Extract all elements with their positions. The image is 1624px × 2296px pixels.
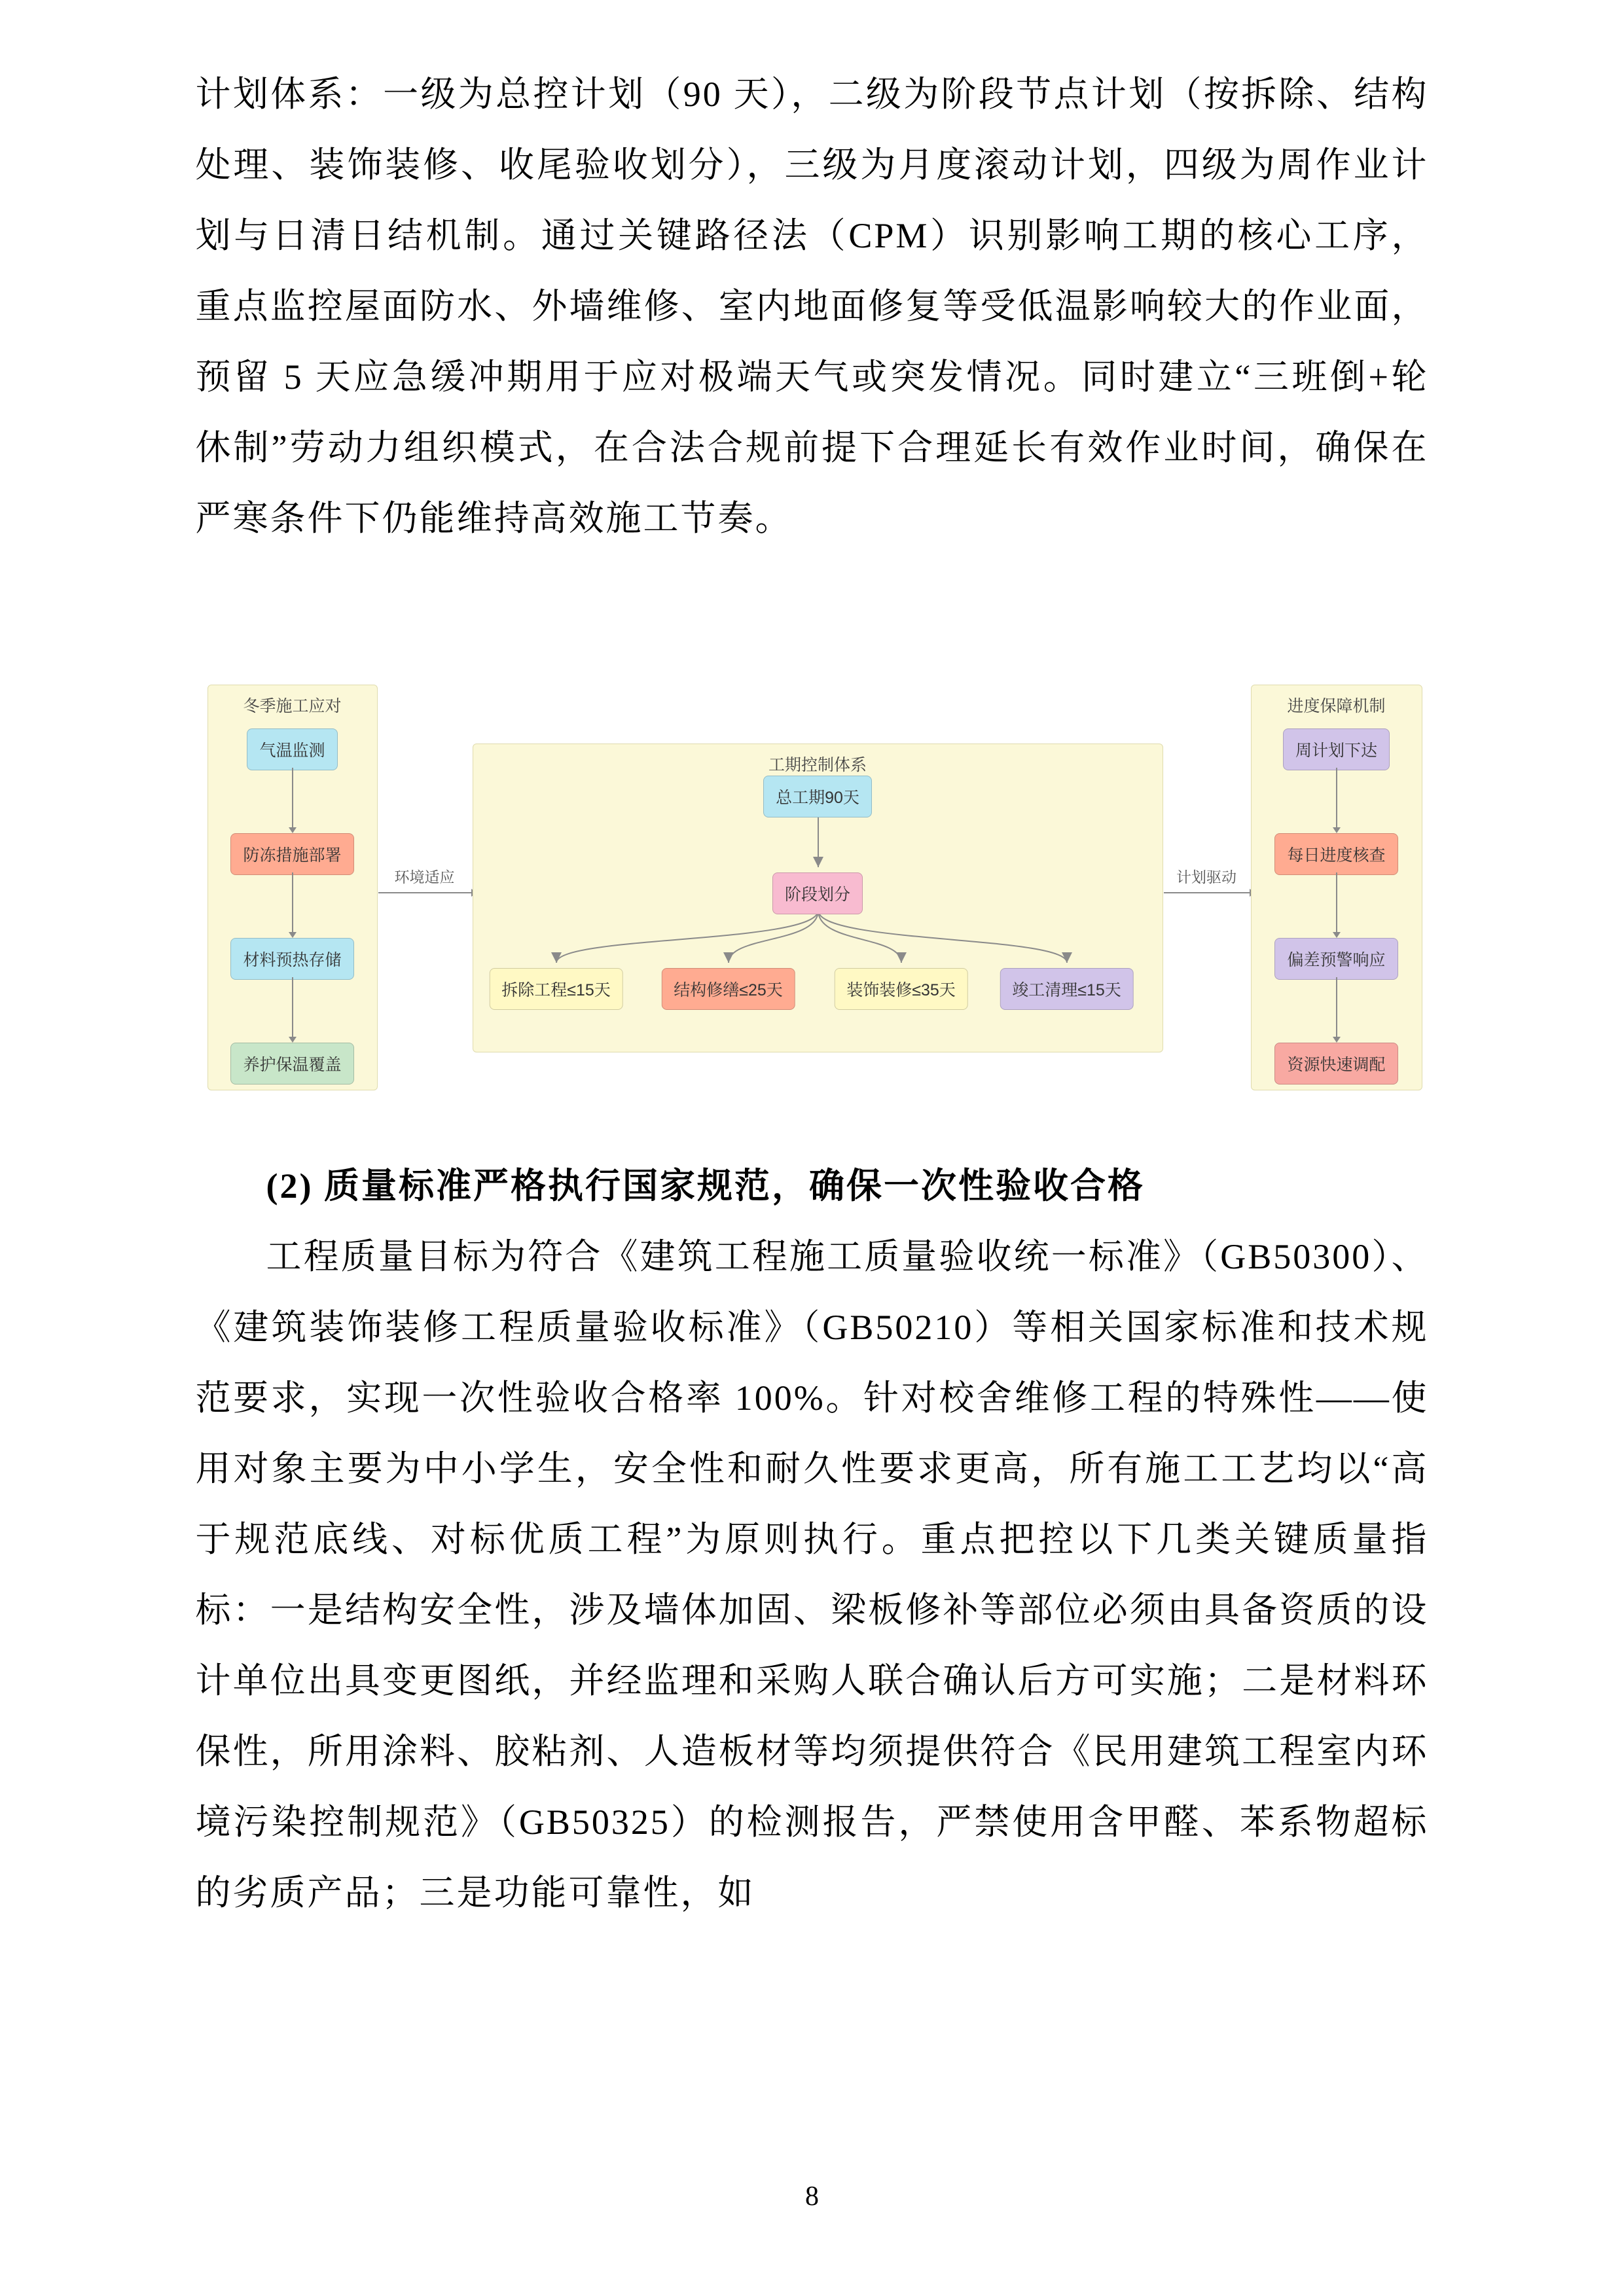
node-row (208, 833, 377, 875)
construction-flow-diagram (196, 685, 1429, 1092)
schedule-control-panel (473, 744, 1163, 1052)
progress-panel-title: 进度保障机制 (1287, 697, 1386, 715)
arrow-down-icon (1336, 768, 1337, 828)
node-row (473, 776, 1163, 817)
arrow-right-icon (378, 869, 471, 893)
paragraph-schedule-system: 计划体系：一级为总控计划（90 天），二级为阶段节点计划（按拆除、结构处理、装饰装修、收尾验收划分），三级为月度滚动计划，四级为周作业计划与日清日结机制。通过关键路径法（CPM）识别影响工期的核心工序，重点监控屋面防水、外墙维修、室内地面修复等受低温影响较大的作业面，预留 5 天应急缓冲期用于应对极端天气或突发情况。同时建立“三班倒+轮休制”劳动力组织模式，在合法合规前提下合理延长有效作业时间，确保在严寒条件下仍能维持高效施工节奏。 (195, 75, 1429, 538)
node-phase-division: 阶段划分 (772, 872, 863, 914)
edge-label-environment-adaptation: 环境适应 (394, 869, 455, 886)
node-weekly-plan-release: 周计划下达 (1283, 728, 1390, 770)
node-demolition-15-days: 拆除工程≤15天 (489, 968, 623, 1010)
node-rapid-resource-allocation: 资源快速调配 (1274, 1043, 1398, 1085)
edge-label-plan-driven: 计划驱动 (1176, 869, 1236, 886)
node-row (1252, 938, 1422, 980)
node-row (1252, 1043, 1422, 1085)
node-decoration-35-days: 装饰装修≤35天 (834, 968, 968, 1010)
arrow-right-icon (1164, 869, 1250, 893)
winter-measures-panel (208, 685, 378, 1090)
page-number: 8 (805, 2181, 819, 2212)
node-completion-cleanup-15-days: 竣工清理≤15天 (1000, 968, 1134, 1010)
node-curing-insulation-cover: 养护保温覆盖 (230, 1043, 353, 1085)
node-row (208, 938, 377, 980)
node-material-preheat-storage: 材料预热存储 (230, 938, 353, 980)
progress-guarantee-panel (1251, 685, 1422, 1090)
node-row (208, 1043, 377, 1085)
node-deviation-warning-response: 偏差预警响应 (1274, 938, 1398, 980)
arrow-down-icon (292, 872, 293, 933)
node-row (1252, 728, 1422, 770)
arrow-down-icon (292, 768, 293, 828)
node-structure-repair-25-days: 结构修缮≤25天 (661, 968, 795, 1010)
arrow-down-icon (1336, 977, 1337, 1037)
arrow-down-icon (292, 977, 293, 1037)
paragraph-quality-target: 工程质量目标为符合《建筑工程施工质量验收统一标准》（GB50300）、《建筑装饰装修工程质量验收标准》（GB50210）等相关国家标准和技术规范要求，实现一次性验收合格率 100%。针对校舍维修工程的特殊性——使用对象主要为中小学生，安全性和耐久性要求更高，所有施工工艺均以“高于规范底线、对标优质工程”为原则执行。重点把控以下几类关键质量指标：一是结构安全性，涉及墙体加固、梁板修补等部位必须由具备资质的设计单位出具变更图纸，并经监理和采购人联合确认后方可实施；二是材料环保性，所用涂料、胶粘剂、人造板材等均须提供符合《民用建筑工程室内环境污染控制规范》（GB50325）的检测报告，严禁使用含甲醛、苯系物超标的劣质产品；三是功能可靠性，如 (195, 1237, 1429, 1912)
winter-panel-title: 冬季施工应对 (243, 697, 342, 715)
page-content (196, 0, 1429, 1928)
node-total-duration-90-days: 总工期90天 (763, 776, 872, 817)
node-row (1252, 833, 1422, 875)
node-antifreeze-deployment: 防冻措施部署 (230, 833, 353, 875)
arrow-down-icon (1336, 872, 1337, 933)
node-row (473, 872, 1163, 914)
node-temperature-monitoring: 气温监测 (247, 728, 337, 770)
schedule-panel-title: 工期控制体系 (768, 756, 867, 774)
node-daily-progress-check: 每日进度核查 (1274, 833, 1398, 875)
heading-quality-standard: (2) 质量标准严格执行国家规范，确保一次性验收合格 (266, 1166, 1145, 1206)
node-row (208, 728, 377, 770)
